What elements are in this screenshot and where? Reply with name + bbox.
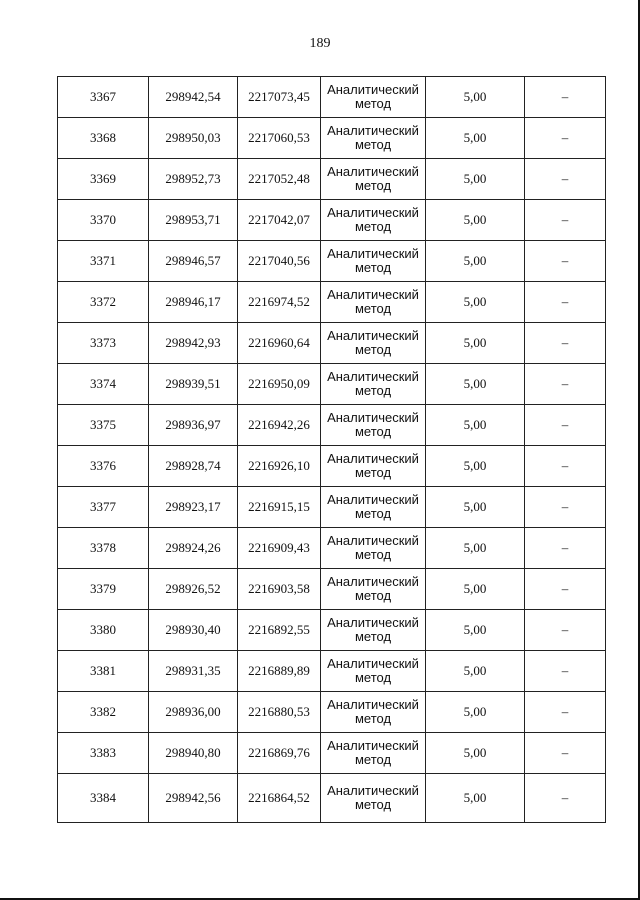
y-coordinate-cell: 2216960,64	[238, 323, 321, 364]
table-row	[58, 569, 606, 610]
point-number-cell: 3376	[58, 446, 149, 487]
description-cell: –	[525, 569, 606, 610]
y-coordinate-cell: 2217060,53	[238, 118, 321, 159]
precision-cell: 5,00	[426, 200, 525, 241]
point-number-cell: 3378	[58, 528, 149, 569]
point-number-cell: 3374	[58, 364, 149, 405]
point-number-cell: 3369	[58, 159, 149, 200]
description-cell: –	[525, 323, 606, 364]
description-cell: –	[525, 774, 606, 823]
method-cell: Аналитический метод	[321, 446, 426, 487]
precision-cell: 5,00	[426, 651, 525, 692]
x-coordinate-cell: 298942,56	[149, 774, 238, 823]
x-coordinate-cell: 298942,93	[149, 323, 238, 364]
precision-cell: 5,00	[426, 733, 525, 774]
x-coordinate-cell: 298924,26	[149, 528, 238, 569]
method-cell: Аналитический метод	[321, 651, 426, 692]
method-cell: Аналитический метод	[321, 241, 426, 282]
method-cell: Аналитический метод	[321, 692, 426, 733]
description-cell: –	[525, 610, 606, 651]
precision-cell: 5,00	[426, 77, 525, 118]
method-cell: Аналитический метод	[321, 364, 426, 405]
precision-cell: 5,00	[426, 323, 525, 364]
point-number-cell: 3371	[58, 241, 149, 282]
precision-cell: 5,00	[426, 364, 525, 405]
point-number-cell: 3375	[58, 405, 149, 446]
point-number-cell: 3370	[58, 200, 149, 241]
description-cell: –	[525, 405, 606, 446]
point-number-cell: 3377	[58, 487, 149, 528]
point-number-cell: 3383	[58, 733, 149, 774]
coordinates-table	[57, 76, 606, 823]
description-cell: –	[525, 692, 606, 733]
y-coordinate-cell: 2216926,10	[238, 446, 321, 487]
method-cell: Аналитический метод	[321, 405, 426, 446]
point-number-cell: 3367	[58, 77, 149, 118]
x-coordinate-cell: 298930,40	[149, 610, 238, 651]
table-row	[58, 692, 606, 733]
description-cell: –	[525, 528, 606, 569]
table-row	[58, 200, 606, 241]
table-row	[58, 774, 606, 823]
x-coordinate-cell: 298936,97	[149, 405, 238, 446]
description-cell: –	[525, 241, 606, 282]
method-cell: Аналитический метод	[321, 528, 426, 569]
precision-cell: 5,00	[426, 282, 525, 323]
method-cell: Аналитический метод	[321, 569, 426, 610]
y-coordinate-cell: 2216869,76	[238, 733, 321, 774]
x-coordinate-cell: 298952,73	[149, 159, 238, 200]
precision-cell: 5,00	[426, 405, 525, 446]
point-number-cell: 3382	[58, 692, 149, 733]
table-body	[58, 77, 606, 823]
x-coordinate-cell: 298923,17	[149, 487, 238, 528]
precision-cell: 5,00	[426, 692, 525, 733]
description-cell: –	[525, 446, 606, 487]
y-coordinate-cell: 2216915,15	[238, 487, 321, 528]
y-coordinate-cell: 2216903,58	[238, 569, 321, 610]
precision-cell: 5,00	[426, 241, 525, 282]
description-cell: –	[525, 487, 606, 528]
precision-cell: 5,00	[426, 446, 525, 487]
x-coordinate-cell: 298940,80	[149, 733, 238, 774]
point-number-cell: 3372	[58, 282, 149, 323]
y-coordinate-cell: 2216909,43	[238, 528, 321, 569]
x-coordinate-cell: 298939,51	[149, 364, 238, 405]
y-coordinate-cell: 2217042,07	[238, 200, 321, 241]
y-coordinate-cell: 2216892,55	[238, 610, 321, 651]
x-coordinate-cell: 298953,71	[149, 200, 238, 241]
table-row	[58, 118, 606, 159]
y-coordinate-cell: 2216864,52	[238, 774, 321, 823]
x-coordinate-cell: 298942,54	[149, 77, 238, 118]
point-number-cell: 3380	[58, 610, 149, 651]
point-number-cell: 3379	[58, 569, 149, 610]
description-cell: –	[525, 159, 606, 200]
method-cell: Аналитический метод	[321, 487, 426, 528]
page-number: 189	[309, 36, 331, 51]
description-cell: –	[525, 118, 606, 159]
point-number-cell: 3381	[58, 651, 149, 692]
table-row	[58, 528, 606, 569]
y-coordinate-cell: 2216880,53	[238, 692, 321, 733]
description-cell: –	[525, 77, 606, 118]
method-cell: Аналитический метод	[321, 282, 426, 323]
x-coordinate-cell: 298931,35	[149, 651, 238, 692]
precision-cell: 5,00	[426, 569, 525, 610]
y-coordinate-cell: 2217073,45	[238, 77, 321, 118]
table-row	[58, 323, 606, 364]
method-cell: Аналитический метод	[321, 118, 426, 159]
table-row	[58, 405, 606, 446]
precision-cell: 5,00	[426, 774, 525, 823]
method-cell: Аналитический метод	[321, 77, 426, 118]
point-number-cell: 3373	[58, 323, 149, 364]
description-cell: –	[525, 200, 606, 241]
table-row	[58, 241, 606, 282]
description-cell: –	[525, 733, 606, 774]
method-cell: Аналитический метод	[321, 610, 426, 651]
method-cell: Аналитический метод	[321, 733, 426, 774]
y-coordinate-cell: 2216974,52	[238, 282, 321, 323]
x-coordinate-cell: 298946,17	[149, 282, 238, 323]
precision-cell: 5,00	[426, 528, 525, 569]
table-row	[58, 487, 606, 528]
x-coordinate-cell: 298926,52	[149, 569, 238, 610]
precision-cell: 5,00	[426, 487, 525, 528]
y-coordinate-cell: 2217040,56	[238, 241, 321, 282]
x-coordinate-cell: 298950,03	[149, 118, 238, 159]
y-coordinate-cell: 2216942,26	[238, 405, 321, 446]
method-cell: Аналитический метод	[321, 200, 426, 241]
table-row	[58, 282, 606, 323]
table-row	[58, 159, 606, 200]
x-coordinate-cell: 298936,00	[149, 692, 238, 733]
precision-cell: 5,00	[426, 610, 525, 651]
table-row	[58, 733, 606, 774]
y-coordinate-cell: 2216889,89	[238, 651, 321, 692]
method-cell: Аналитический метод	[321, 323, 426, 364]
method-cell: Аналитический метод	[321, 774, 426, 823]
table-row	[58, 77, 606, 118]
table-row	[58, 610, 606, 651]
description-cell: –	[525, 364, 606, 405]
description-cell: –	[525, 651, 606, 692]
point-number-cell: 3384	[58, 774, 149, 823]
point-number-cell: 3368	[58, 118, 149, 159]
method-cell: Аналитический метод	[321, 159, 426, 200]
table-row	[58, 364, 606, 405]
table-row	[58, 446, 606, 487]
precision-cell: 5,00	[426, 159, 525, 200]
x-coordinate-cell: 298928,74	[149, 446, 238, 487]
table-row	[58, 651, 606, 692]
y-coordinate-cell: 2217052,48	[238, 159, 321, 200]
description-cell: –	[525, 282, 606, 323]
x-coordinate-cell: 298946,57	[149, 241, 238, 282]
precision-cell: 5,00	[426, 118, 525, 159]
y-coordinate-cell: 2216950,09	[238, 364, 321, 405]
